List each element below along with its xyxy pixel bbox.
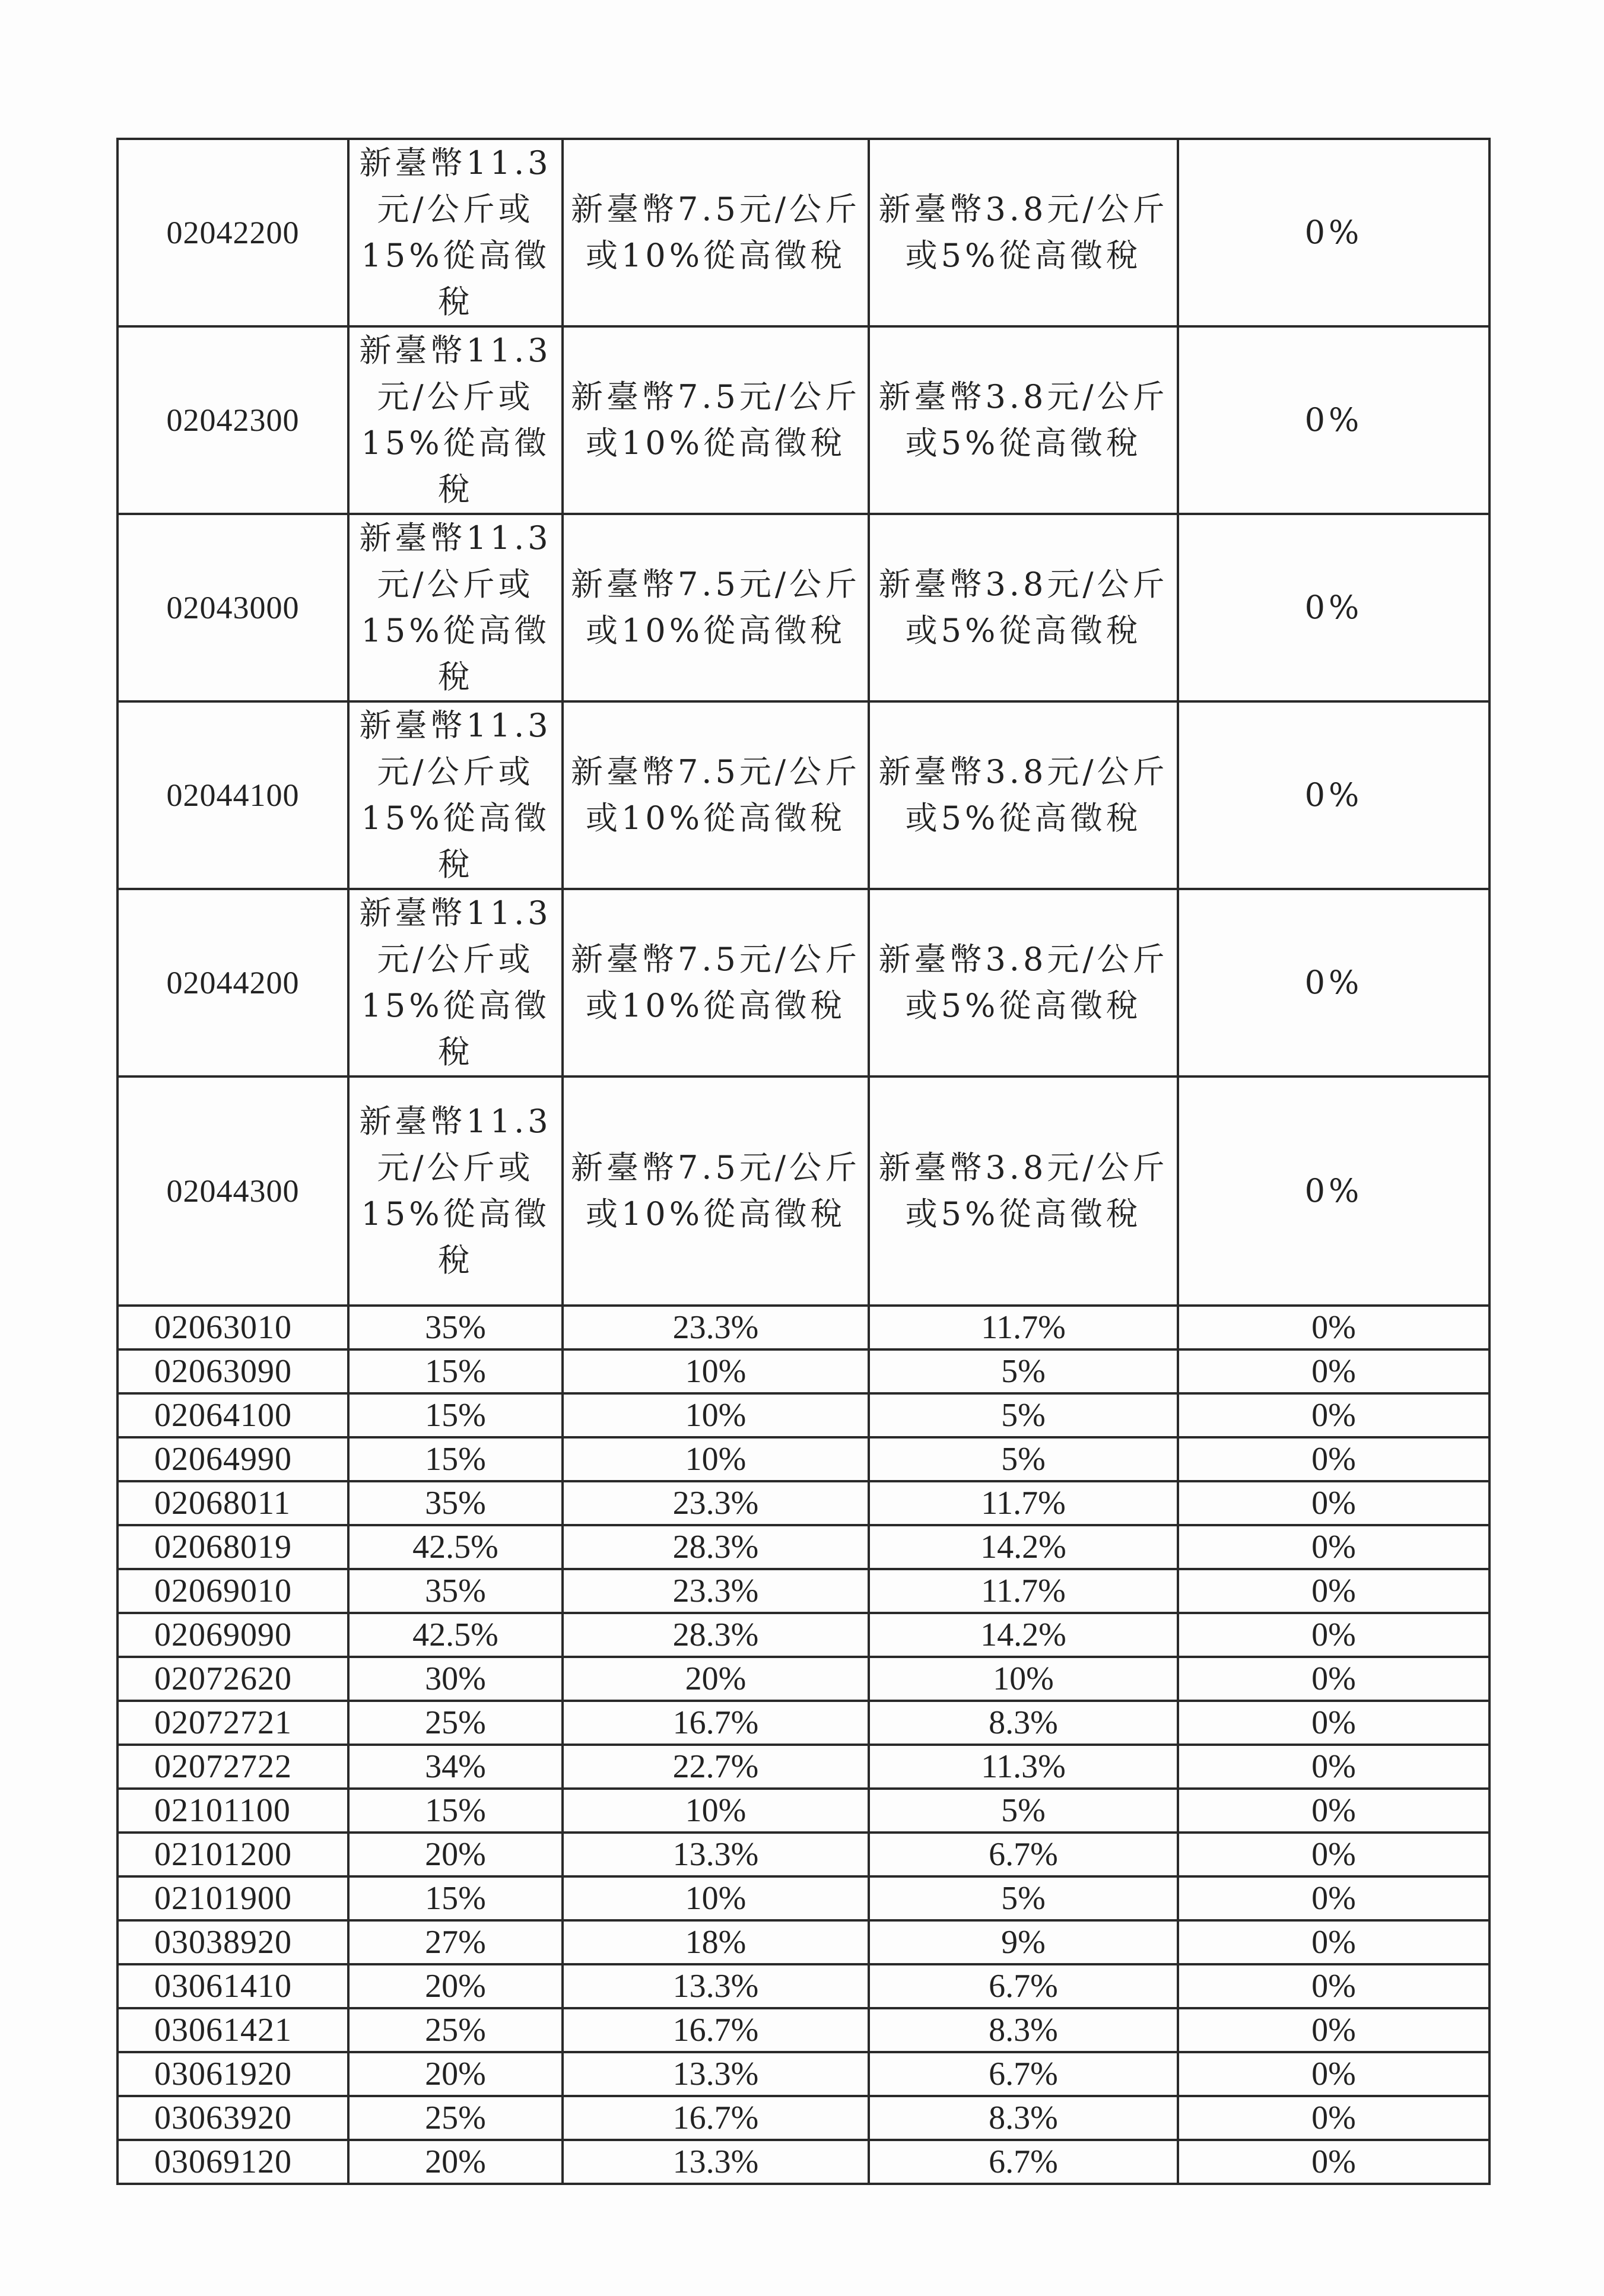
rate-cell-col2: 16.7% <box>563 2008 869 2052</box>
rate-cell-col2: 新臺幣7.5元/公斤或10%從高徵稅 <box>563 326 869 514</box>
tariff-code-cell: 02101100 <box>117 1789 348 1833</box>
rate-cell-col3: 新臺幣3.8元/公斤或5%從高徵稅 <box>869 1076 1178 1306</box>
rate-cell-col1: 20% <box>348 1964 563 2008</box>
rate-cell-col1: 20% <box>348 2140 563 2184</box>
rate-cell-col2: 20% <box>563 1657 869 1701</box>
rate-cell-col3: 8.3% <box>869 2096 1178 2140</box>
rate-cell-col2: 13.3% <box>563 2052 869 2096</box>
rate-cell-col1: 20% <box>348 1833 563 1876</box>
tariff-code-cell: 03061410 <box>117 1964 348 2008</box>
rate-cell-col4: 0% <box>1178 2140 1489 2184</box>
rate-cell-col3: 新臺幣3.8元/公斤或5%從高徵稅 <box>869 139 1178 326</box>
rate-cell-col2: 10% <box>563 1876 869 1920</box>
rate-cell-col1: 25% <box>348 1701 563 1745</box>
tariff-code-cell: 03061920 <box>117 2052 348 2096</box>
table-row <box>117 326 1489 514</box>
tariff-code-cell: 02044200 <box>117 889 348 1076</box>
tariff-code-cell: 02064100 <box>117 1393 348 1437</box>
rate-cell-col2: 18% <box>563 1920 869 1964</box>
table-row <box>117 2052 1489 2096</box>
rate-cell-col2: 22.7% <box>563 1745 869 1789</box>
rate-cell-col1: 35% <box>348 1306 563 1349</box>
rate-cell-col4: 0% <box>1178 1349 1489 1393</box>
tariff-code-cell: 02064990 <box>117 1437 348 1481</box>
table-row <box>117 1076 1489 1306</box>
rate-cell-col2: 23.3% <box>563 1306 869 1349</box>
rate-cell-col1: 新臺幣11.3元/公斤或15%從高徵稅 <box>348 326 563 514</box>
rate-cell-col4: 0% <box>1178 2008 1489 2052</box>
rate-cell-col1: 35% <box>348 1569 563 1613</box>
rate-cell-col4: 0% <box>1178 889 1489 1076</box>
rate-cell-col1: 新臺幣11.3元/公斤或15%從高徵稅 <box>348 139 563 326</box>
rate-cell-col3: 11.7% <box>869 1569 1178 1613</box>
rate-cell-col4: 0% <box>1178 2052 1489 2096</box>
table-row <box>117 1613 1489 1657</box>
tariff-code-cell: 02063010 <box>117 1306 348 1349</box>
table-row <box>117 2008 1489 2052</box>
rate-cell-col4: 0% <box>1178 1833 1489 1876</box>
rate-cell-col4: 0% <box>1178 1789 1489 1833</box>
rate-cell-col3: 10% <box>869 1657 1178 1701</box>
rate-cell-col3: 11.7% <box>869 1306 1178 1349</box>
rate-cell-col2: 28.3% <box>563 1613 869 1657</box>
tariff-code-cell: 02042200 <box>117 139 348 326</box>
rate-cell-col2: 10% <box>563 1789 869 1833</box>
rate-cell-col2: 16.7% <box>563 1701 869 1745</box>
rate-cell-col1: 15% <box>348 1349 563 1393</box>
table-row <box>117 139 1489 326</box>
rate-cell-col2: 新臺幣7.5元/公斤或10%從高徵稅 <box>563 701 869 889</box>
rate-cell-col3: 14.2% <box>869 1613 1178 1657</box>
rate-cell-col4: 0% <box>1178 1876 1489 1920</box>
rate-cell-col3: 5% <box>869 1789 1178 1833</box>
tariff-code-cell: 02069090 <box>117 1613 348 1657</box>
rate-cell-col4: 0% <box>1178 326 1489 514</box>
rate-cell-col4: 0% <box>1178 1701 1489 1745</box>
table-row <box>117 2096 1489 2140</box>
rate-cell-col1: 25% <box>348 2008 563 2052</box>
table-row <box>117 701 1489 889</box>
rate-cell-col3: 5% <box>869 1876 1178 1920</box>
table-row <box>117 1920 1489 1964</box>
table-row <box>117 2140 1489 2184</box>
rate-cell-col2: 新臺幣7.5元/公斤或10%從高徵稅 <box>563 514 869 701</box>
rate-cell-col3: 新臺幣3.8元/公斤或5%從高徵稅 <box>869 514 1178 701</box>
rate-cell-col4: 0% <box>1178 701 1489 889</box>
tariff-code-cell: 02044300 <box>117 1076 348 1306</box>
rate-cell-col1: 42.5% <box>348 1613 563 1657</box>
rate-cell-col4: 0% <box>1178 1964 1489 2008</box>
tariff-code-cell: 02072722 <box>117 1745 348 1789</box>
rate-cell-col1: 新臺幣11.3元/公斤或15%從高徵稅 <box>348 889 563 1076</box>
rate-cell-col4: 0% <box>1178 2096 1489 2140</box>
rate-cell-col1: 新臺幣11.3元/公斤或15%從高徵稅 <box>348 514 563 701</box>
rate-cell-col4: 0% <box>1178 1306 1489 1349</box>
rate-cell-col3: 5% <box>869 1393 1178 1437</box>
tariff-code-cell: 02063090 <box>117 1349 348 1393</box>
rate-cell-col3: 新臺幣3.8元/公斤或5%從高徵稅 <box>869 889 1178 1076</box>
rate-cell-col3: 14.2% <box>869 1525 1178 1569</box>
rate-cell-col4: 0% <box>1178 1569 1489 1613</box>
tariff-code-cell: 03069120 <box>117 2140 348 2184</box>
rate-cell-col3: 6.7% <box>869 1833 1178 1876</box>
tariff-code-cell: 02072620 <box>117 1657 348 1701</box>
rate-cell-col1: 新臺幣11.3元/公斤或15%從高徵稅 <box>348 1076 563 1306</box>
rate-cell-col1: 20% <box>348 2052 563 2096</box>
tariff-code-cell: 02042300 <box>117 326 348 514</box>
rate-cell-col3: 9% <box>869 1920 1178 1964</box>
rate-cell-col4: 0% <box>1178 1920 1489 1964</box>
rate-cell-col3: 5% <box>869 1437 1178 1481</box>
tariff-code-cell: 03061421 <box>117 2008 348 2052</box>
table-row <box>117 1964 1489 2008</box>
rate-cell-col2: 16.7% <box>563 2096 869 2140</box>
rate-cell-col3: 8.3% <box>869 1701 1178 1745</box>
rate-cell-col1: 35% <box>348 1481 563 1525</box>
rate-cell-col3: 6.7% <box>869 2052 1178 2096</box>
table-row <box>117 1481 1489 1525</box>
rate-cell-col2: 10% <box>563 1437 869 1481</box>
tariff-code-cell: 02072721 <box>117 1701 348 1745</box>
tariff-table-body <box>117 139 1489 2184</box>
table-row <box>117 1833 1489 1876</box>
tariff-code-cell: 03063920 <box>117 2096 348 2140</box>
rate-cell-col4: 0% <box>1178 1393 1489 1437</box>
rate-cell-col2: 新臺幣7.5元/公斤或10%從高徵稅 <box>563 1076 869 1306</box>
tariff-code-cell: 02101900 <box>117 1876 348 1920</box>
rate-cell-col2: 13.3% <box>563 1833 869 1876</box>
tariff-code-cell: 02101200 <box>117 1833 348 1876</box>
rate-cell-col4: 0% <box>1178 1745 1489 1789</box>
rate-cell-col4: 0% <box>1178 1481 1489 1525</box>
rate-cell-col3: 6.7% <box>869 1964 1178 2008</box>
rate-cell-col1: 新臺幣11.3元/公斤或15%從高徵稅 <box>348 701 563 889</box>
rate-cell-col3: 新臺幣3.8元/公斤或5%從高徵稅 <box>869 701 1178 889</box>
table-row <box>117 1745 1489 1789</box>
table-row <box>117 1657 1489 1701</box>
table-row <box>117 514 1489 701</box>
rate-cell-col1: 42.5% <box>348 1525 563 1569</box>
rate-cell-col2: 新臺幣7.5元/公斤或10%從高徵稅 <box>563 139 869 326</box>
rate-cell-col2: 23.3% <box>563 1569 869 1613</box>
rate-cell-col1: 25% <box>348 2096 563 2140</box>
table-row <box>117 1437 1489 1481</box>
rate-cell-col1: 34% <box>348 1745 563 1789</box>
table-row <box>117 1876 1489 1920</box>
rate-cell-col2: 23.3% <box>563 1481 869 1525</box>
tariff-code-cell: 02068011 <box>117 1481 348 1525</box>
rate-cell-col2: 13.3% <box>563 1964 869 2008</box>
table-row <box>117 1306 1489 1349</box>
rate-cell-col3: 8.3% <box>869 2008 1178 2052</box>
table-row <box>117 889 1489 1076</box>
rate-cell-col4: 0% <box>1178 1657 1489 1701</box>
tariff-code-cell: 02069010 <box>117 1569 348 1613</box>
rate-cell-col1: 27% <box>348 1920 563 1964</box>
rate-cell-col2: 13.3% <box>563 2140 869 2184</box>
tariff-code-cell: 02043000 <box>117 514 348 701</box>
rate-cell-col4: 0% <box>1178 1613 1489 1657</box>
rate-cell-col4: 0% <box>1178 514 1489 701</box>
tariff-code-cell: 02068019 <box>117 1525 348 1569</box>
table-row <box>117 1569 1489 1613</box>
tariff-code-cell: 02044100 <box>117 701 348 889</box>
table-row <box>117 1789 1489 1833</box>
tariff-code-cell: 03038920 <box>117 1920 348 1964</box>
rate-cell-col3: 5% <box>869 1349 1178 1393</box>
table-row <box>117 1349 1489 1393</box>
rate-cell-col4: 0% <box>1178 139 1489 326</box>
rate-cell-col2: 28.3% <box>563 1525 869 1569</box>
rate-cell-col1: 15% <box>348 1789 563 1833</box>
rate-cell-col2: 10% <box>563 1393 869 1437</box>
rate-cell-col4: 0% <box>1178 1525 1489 1569</box>
table-row <box>117 1701 1489 1745</box>
table-row <box>117 1525 1489 1569</box>
rate-cell-col1: 15% <box>348 1437 563 1481</box>
rate-cell-col4: 0% <box>1178 1437 1489 1481</box>
rate-cell-col1: 15% <box>348 1393 563 1437</box>
rate-cell-col1: 15% <box>348 1876 563 1920</box>
tariff-table <box>116 138 1491 2185</box>
rate-cell-col3: 新臺幣3.8元/公斤或5%從高徵稅 <box>869 326 1178 514</box>
rate-cell-col3: 11.3% <box>869 1745 1178 1789</box>
rate-cell-col3: 11.7% <box>869 1481 1178 1525</box>
rate-cell-col4: 0% <box>1178 1076 1489 1306</box>
rate-cell-col2: 10% <box>563 1349 869 1393</box>
rate-cell-col3: 6.7% <box>869 2140 1178 2184</box>
rate-cell-col1: 30% <box>348 1657 563 1701</box>
table-row <box>117 1393 1489 1437</box>
rate-cell-col2: 新臺幣7.5元/公斤或10%從高徵稅 <box>563 889 869 1076</box>
